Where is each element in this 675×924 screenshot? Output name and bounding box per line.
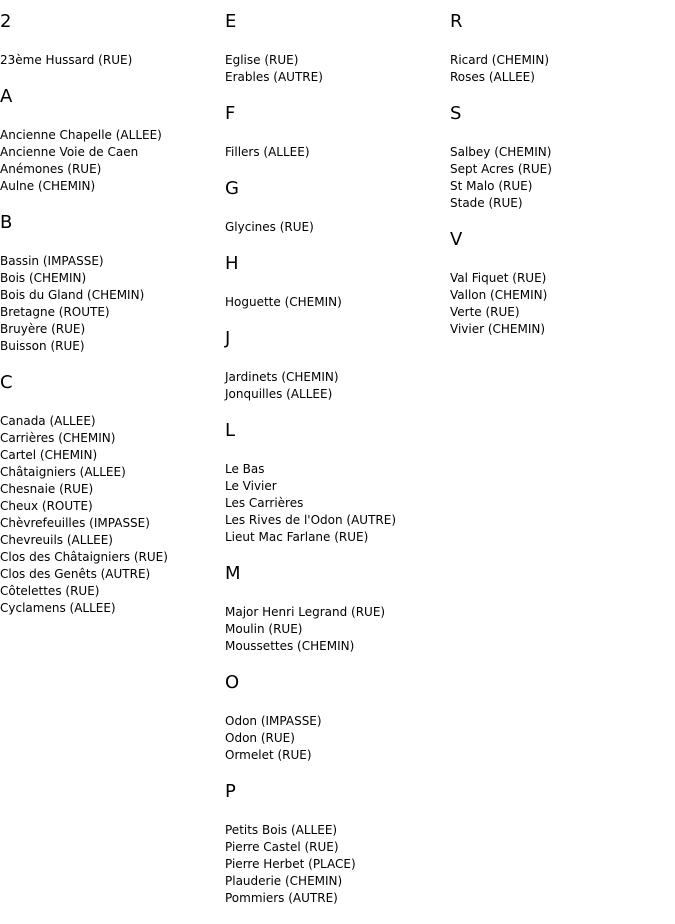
street-item: Bretagne (ROUTE) (0, 305, 110, 319)
section-letter-heading: V (450, 229, 463, 250)
street-item: Chesnaie (RUE) (0, 482, 94, 496)
section-letter-heading: J (225, 328, 231, 349)
section-letter-heading: M (225, 563, 241, 584)
street-item: Anémones (RUE) (0, 162, 102, 176)
street-item: Buisson (RUE) (0, 339, 85, 353)
street-item: Clos des Châtaigniers (RUE) (0, 550, 168, 564)
street-item: Pommiers (AUTRE) (225, 891, 338, 905)
street-item: Eglise (RUE) (225, 53, 299, 67)
street-item: Bois du Gland (CHEMIN) (0, 288, 145, 302)
street-item: Salbey (CHEMIN) (450, 145, 552, 159)
street-item: Cyclamens (ALLEE) (0, 601, 116, 615)
section-letter-heading: 2 (0, 11, 12, 32)
street-list (0, 127, 225, 195)
street-item: Ricard (CHEMIN) (450, 53, 549, 67)
section-letter-heading: A (0, 86, 13, 107)
street-item: Ancienne Voie de Caen (0, 145, 139, 159)
street-item: Glycines (RUE) (225, 220, 314, 234)
street-item: Plauderie (CHEMIN) (225, 874, 343, 888)
street-item: Bassin (IMPASSE) (0, 254, 104, 268)
letter-section (225, 11, 450, 86)
street-list (450, 270, 675, 338)
street-item: Chevreuils (ALLEE) (0, 533, 113, 547)
street-list (225, 604, 450, 655)
letter-section (225, 178, 450, 236)
street-item: Fillers (ALLEE) (225, 145, 310, 159)
section-letter-heading: L (225, 420, 236, 441)
street-item: Major Henri Legrand (RUE) (225, 605, 386, 619)
letter-section (450, 11, 675, 86)
letter-section (225, 781, 450, 907)
column-3 (450, 0, 675, 355)
street-item: Les Carrières (225, 496, 304, 510)
street-item: Aulne (CHEMIN) (0, 179, 96, 193)
section-letter-heading: B (0, 212, 13, 233)
street-item: Bruyère (RUE) (0, 322, 86, 336)
section-letter-heading: G (225, 178, 239, 199)
section-letter-heading: R (450, 11, 463, 32)
letter-section (225, 103, 450, 161)
street-item: Châtaigniers (ALLEE) (0, 465, 126, 479)
street-item: Lieut Mac Farlane (RUE) (225, 530, 369, 544)
street-list (0, 253, 225, 355)
street-item: 23ème Hussard (RUE) (0, 53, 133, 67)
street-item: Hoguette (CHEMIN) (225, 295, 342, 309)
street-item: Les Rives de l'Odon (AUTRE) (225, 513, 397, 527)
street-item: Jardinets (CHEMIN) (225, 370, 339, 384)
street-item: Pierre Herbet (PLACE) (225, 857, 356, 871)
street-item: Sept Acres (RUE) (450, 162, 552, 176)
street-item: St Malo (RUE) (450, 179, 533, 193)
street-list (0, 413, 225, 617)
street-item: Erables (AUTRE) (225, 70, 323, 84)
letter-section (450, 229, 675, 338)
street-list (225, 52, 450, 86)
section-letter-heading: P (225, 781, 236, 802)
section-letter-heading: S (450, 103, 462, 124)
street-item: Vallon (CHEMIN) (450, 288, 548, 302)
street-list (225, 219, 450, 236)
street-item: Clos des Genêts (AUTRE) (0, 567, 151, 581)
street-list (225, 822, 450, 907)
section-letter-heading: E (225, 11, 237, 32)
street-item: Odon (IMPASSE) (225, 714, 322, 728)
street-item: Verte (RUE) (450, 305, 520, 319)
letter-section (0, 372, 225, 617)
street-list (225, 294, 450, 311)
street-list (225, 461, 450, 546)
street-item: Canada (ALLEE) (0, 414, 96, 428)
street-list (0, 52, 225, 69)
letter-section (0, 86, 225, 195)
letter-section (225, 420, 450, 546)
street-item: Carrières (CHEMIN) (0, 431, 116, 445)
letter-section (0, 11, 225, 69)
street-list (225, 369, 450, 403)
street-item: Odon (RUE) (225, 731, 295, 745)
column-1 (0, 0, 225, 634)
street-list (450, 52, 675, 86)
street-item: Côtelettes (RUE) (0, 584, 100, 598)
street-item: Ancienne Chapelle (ALLEE) (0, 128, 162, 142)
street-item: Pierre Castel (RUE) (225, 840, 339, 854)
letter-section (0, 212, 225, 355)
letter-section (225, 672, 450, 764)
street-list (450, 144, 675, 212)
street-item: Chèvrefeuilles (IMPASSE) (0, 516, 150, 530)
street-item: Le Vivier (225, 479, 277, 493)
street-item: Moussettes (CHEMIN) (225, 639, 355, 653)
street-list (225, 144, 450, 161)
section-letter-heading: C (0, 372, 13, 393)
street-item: Petits Bois (ALLEE) (225, 823, 338, 837)
column-2 (225, 0, 450, 924)
street-item: Ormelet (RUE) (225, 748, 312, 762)
street-item: Roses (ALLEE) (450, 70, 535, 84)
section-letter-heading: O (225, 672, 240, 693)
street-item: Jonquilles (ALLEE) (225, 387, 333, 401)
section-letter-heading: F (225, 103, 236, 124)
street-item: Cheux (ROUTE) (0, 499, 93, 513)
letter-section (450, 103, 675, 212)
street-item: Cartel (CHEMIN) (0, 448, 98, 462)
letter-section (225, 253, 450, 311)
street-item: Stade (RUE) (450, 196, 523, 210)
letter-section (225, 328, 450, 403)
street-item: Val Fiquet (RUE) (450, 271, 547, 285)
street-list (225, 713, 450, 764)
street-item: Bois (CHEMIN) (0, 271, 87, 285)
letter-section (225, 563, 450, 655)
section-letter-heading: H (225, 253, 239, 274)
street-item: Le Bas (225, 462, 265, 476)
street-item: Vivier (CHEMIN) (450, 322, 546, 336)
street-item: Moulin (RUE) (225, 622, 303, 636)
